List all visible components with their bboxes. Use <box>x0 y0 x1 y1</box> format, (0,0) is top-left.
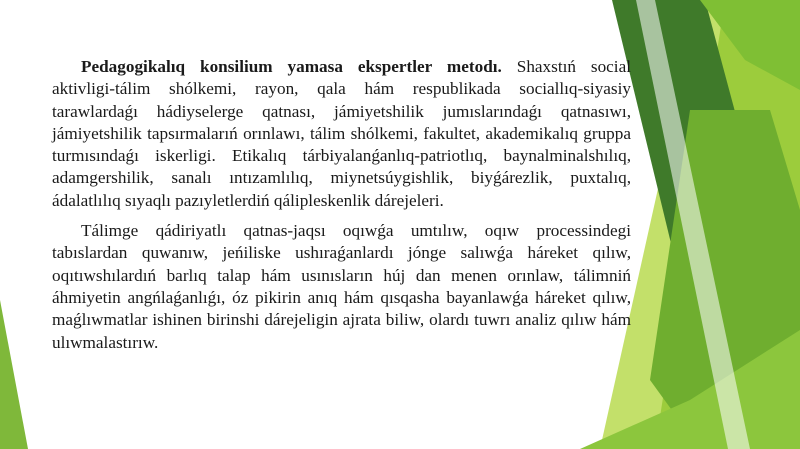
paragraph-2-body: Tálimge qádiriyatlı qatnas-jaqsı oqıwǵa umtılıw, oqıw processindegi tabıslardan quwanıw, jeńiliske ushıraǵanlardı jónge salıwǵa háreket qılıw, oqıtıwshılardıń barlıq talap hám usınısların húj dan menen orınlaw, tálimniń áhmiyetin angńlaǵanlıǵı, óz pikirin anıq hám qısqasha bayanlawǵa háreket qılıw, maǵlıwmatlar ishinen birinshi dárejeligin ajrata biliw, olardı tuwrı analiz qılıw hám ulıwmalastırıw. <box>52 221 631 352</box>
paragraph-1 <box>52 56 631 212</box>
paragraph-1-bold-lead: Pedagogikalıq konsilium yamasa ekspertler metodı. <box>81 57 502 76</box>
paragraph-2 <box>52 220 631 354</box>
text-block <box>52 56 631 354</box>
left-corner-shape <box>0 300 28 449</box>
paragraph-1-body: Shaxstıń social aktivligi-tálim shólkemi, rayon, qala hám respublikada sociallıq-siyasiy tarawlardaǵı hádiyselerge qatnası, jámiyetshilik jumıslarındaǵı qatnasıwı, jámiyetshilik tapsırmalarıń orınlawı, tálim shólkemi, fakultet, akademikalıq gruppa turmısındaǵı iskerligi. Etikalıq tárbiyalanǵanlıq-patriotlıq, baynalminalshılıq, adamgershilik, sanalı ıntızamlılıq, miynetsúygishlik, biyǵárezlik, puxtalıq, ádalatlılıq sıyaqlı pazıyletlerdiń qálipleskenlik dárejeleri. <box>52 57 631 210</box>
